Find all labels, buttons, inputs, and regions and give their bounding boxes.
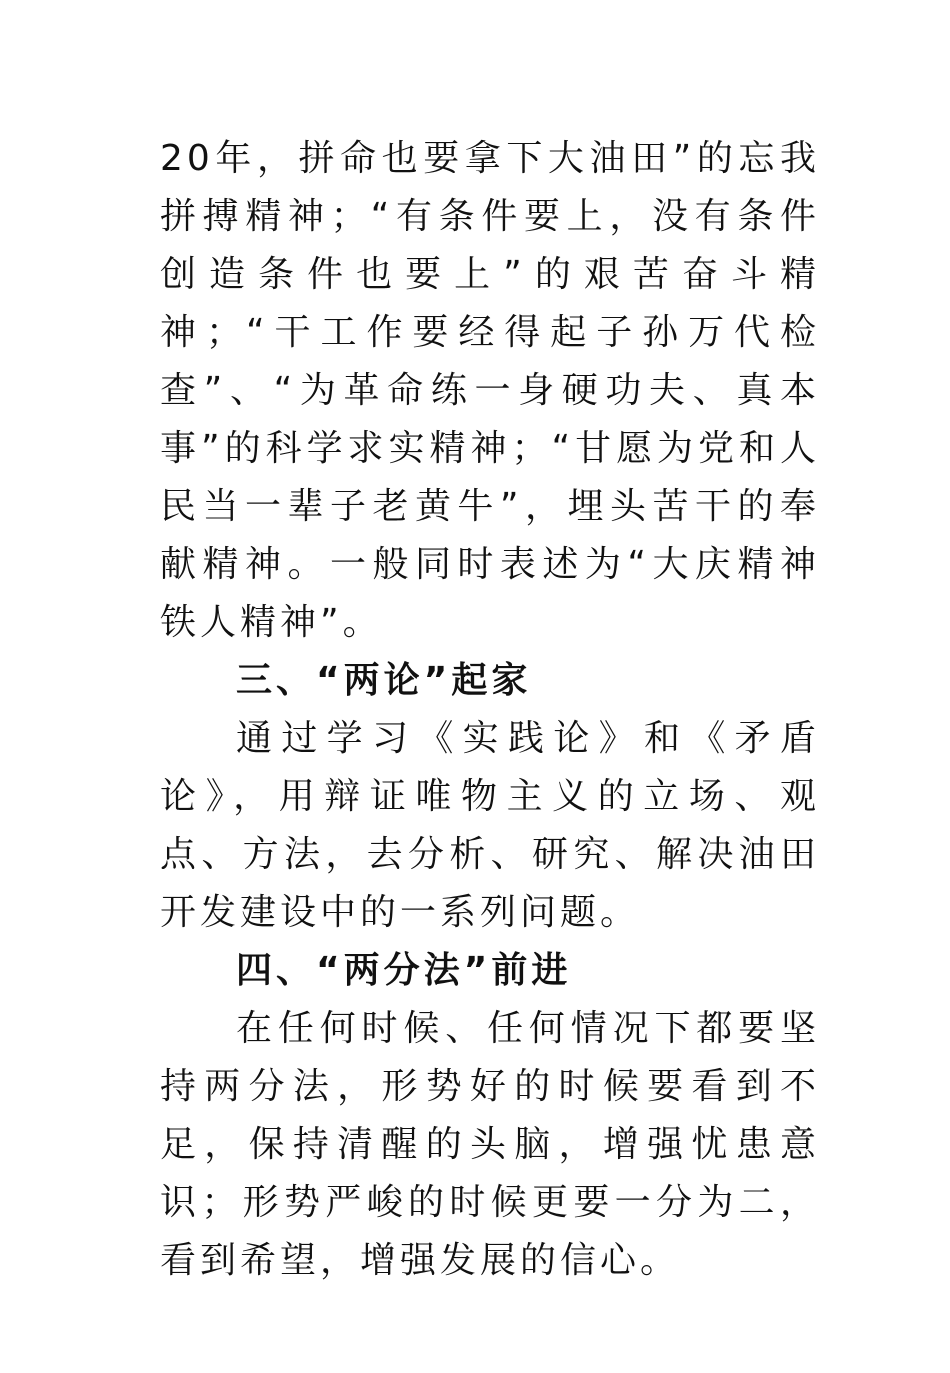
paragraph-two-theories: 通过学习《实践论》和《矛盾论》，用辩证唯物主义的立场、观点、方法，去分析、研究、解决油田开发建设中的一系列问题。 xyxy=(160,718,820,933)
document-body xyxy=(160,130,820,1290)
heading-section-three: 三、“两论”起家 xyxy=(236,660,532,701)
heading-section-four: 四、“两分法”前进 xyxy=(236,950,572,991)
paragraph-spirit: 20年，拼命也要拿下大油田”的忘我拼搏精神；“有条件要上，没有条件创造条件也要上”的艰苦奋斗精神；“干工作要经得起子孙万代检查”、“为革命练一身硬功夫、真本事”的科学求实精神；“甘愿为党和人民当一辈子老黄牛”，埋头苦干的奉献精神。一般同时表述为“大庆精神铁人精神”。 xyxy=(160,138,820,643)
paragraph-two-point-method: 在任何时候、任何情况下都要坚持两分法，形势好的时候要看到不足，保持清醒的头脑，增强忧患意识；形势严峻的时候更要一分为二，看到希望，增强发展的信心。 xyxy=(160,1008,820,1281)
